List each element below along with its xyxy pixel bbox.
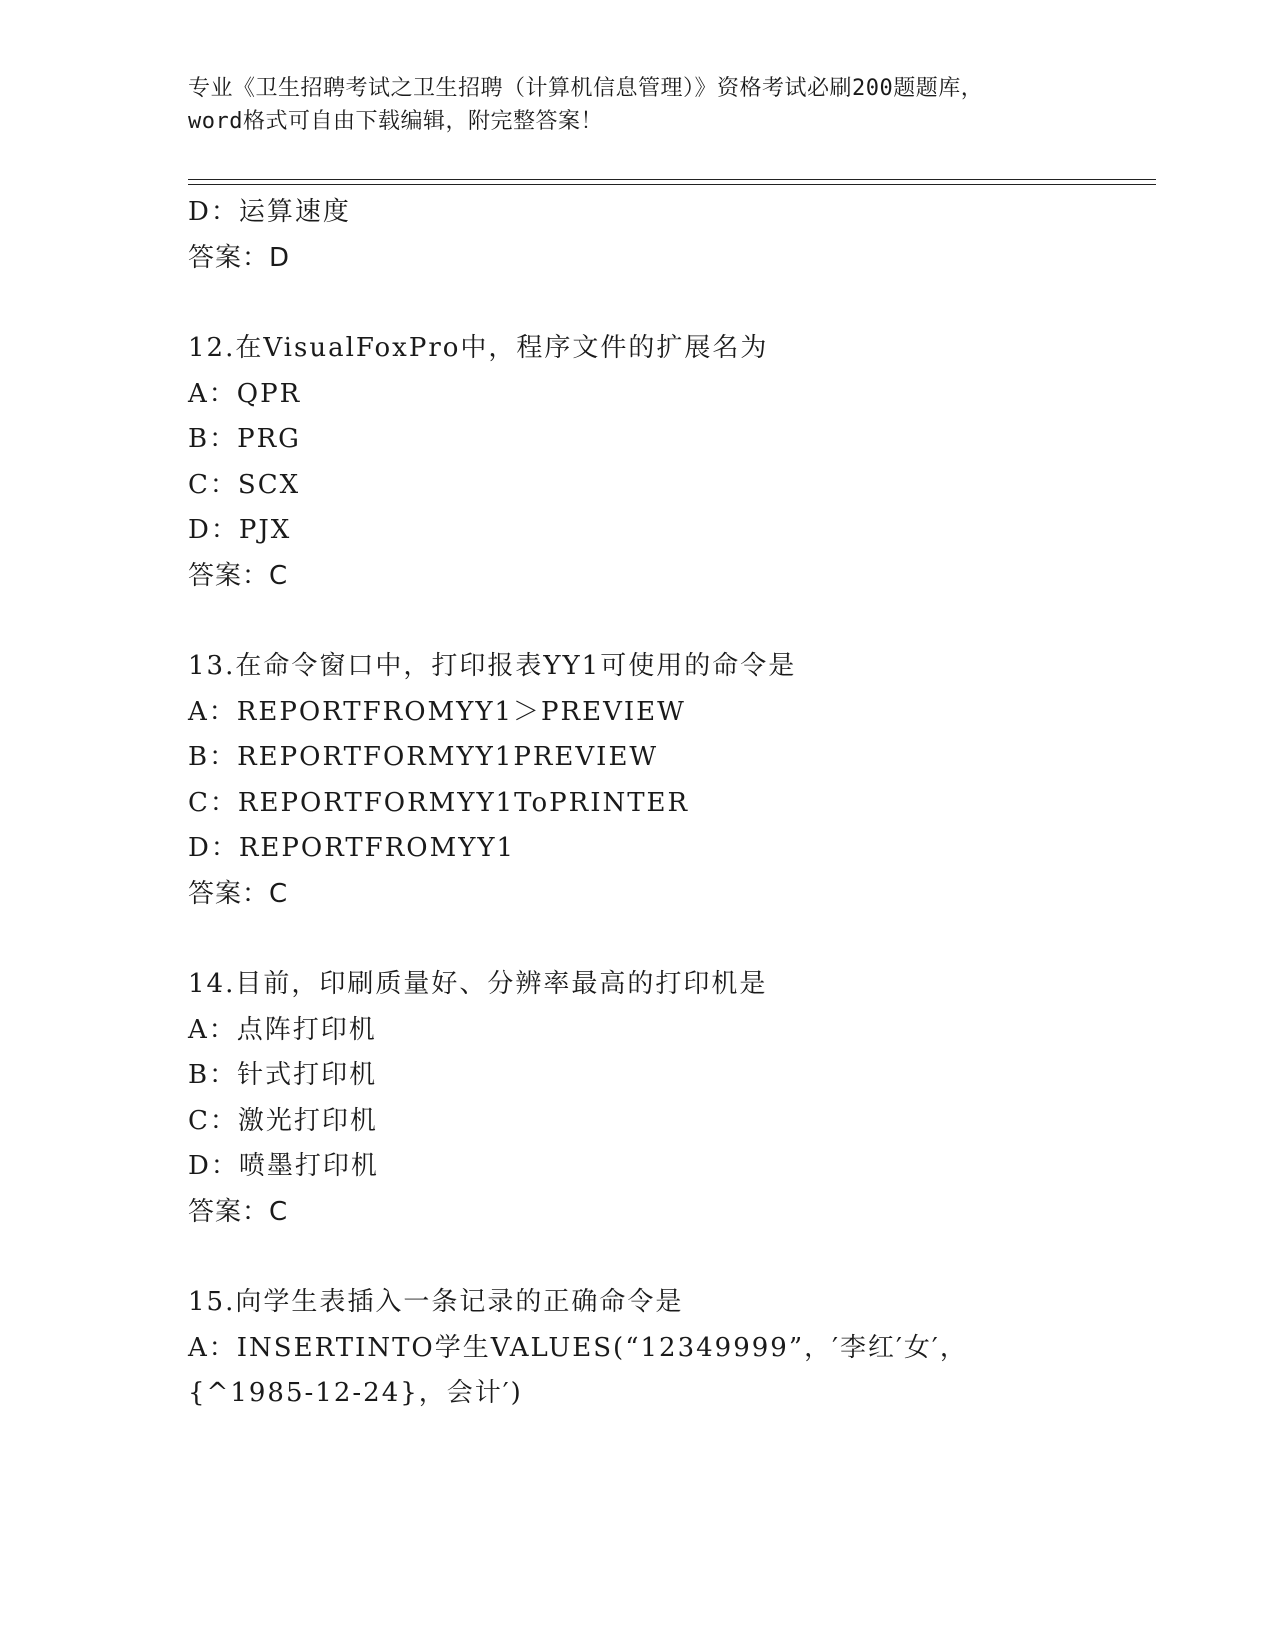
question-11: [188, 190, 1088, 281]
header-line-1: 专业《卫生招聘考试之卫生招聘（计算机信息管理）》资格考试必刷200题题库，: [188, 76, 984, 101]
question-text: 13.在命令窗口中，打印报表YY1可使用的命令是: [188, 651, 797, 681]
question-text: 12.在VisualFoxPro中，程序文件的扩展名为: [188, 333, 769, 363]
header-line-2: word格式可自由下载编辑，附完整答案！: [188, 109, 603, 134]
header-divider-bottom: [188, 184, 1156, 185]
option-b: B：PRG: [188, 424, 301, 454]
answer: 答案：D: [188, 242, 291, 273]
question-13: [188, 644, 1088, 917]
option-a: A：INSERTINTO学生VALUES(“12349999”，′李红′女′，{^1985-12-24}，会计′): [188, 1332, 968, 1408]
spacer: [188, 599, 1088, 644]
option-c: C：REPORTFORMYY1ToPRINTER: [188, 787, 690, 818]
spacer: [188, 281, 1088, 326]
answer: 答案：C: [188, 560, 289, 591]
spacer: [188, 917, 1088, 962]
option-c: C：激光打印机: [188, 1105, 378, 1136]
spacer: [188, 1235, 1088, 1280]
question-14: [188, 962, 1088, 1235]
question-12: [188, 326, 1088, 599]
option-d: D：REPORTFROMYY1: [188, 833, 516, 863]
option-a: A：QPR: [188, 378, 302, 409]
option-d: D：PJX: [188, 515, 292, 545]
question-text: 14.目前，印刷质量好、分辨率最高的打印机是: [188, 969, 768, 999]
answer: 答案：C: [188, 878, 289, 909]
answer: 答案：C: [188, 1196, 289, 1227]
header-divider-top: [188, 179, 1156, 180]
option-c: C：SCX: [188, 469, 301, 500]
option-b: B：REPORTFORMYY1PREVIEW: [188, 742, 659, 772]
document-header: [188, 72, 1088, 138]
option-b: B：针式打印机: [188, 1060, 378, 1090]
option-d: D：喷墨打印机: [188, 1151, 379, 1181]
option-d: D：运算速度: [188, 197, 351, 227]
option-a: A：点阵打印机: [188, 1014, 377, 1045]
question-list: [188, 190, 1088, 1417]
option-a: A：REPORTFROMYY1＞PREVIEW: [188, 696, 686, 727]
question-text: 15.向学生表插入一条记录的正确命令是: [188, 1287, 684, 1317]
question-15: [188, 1280, 1088, 1417]
